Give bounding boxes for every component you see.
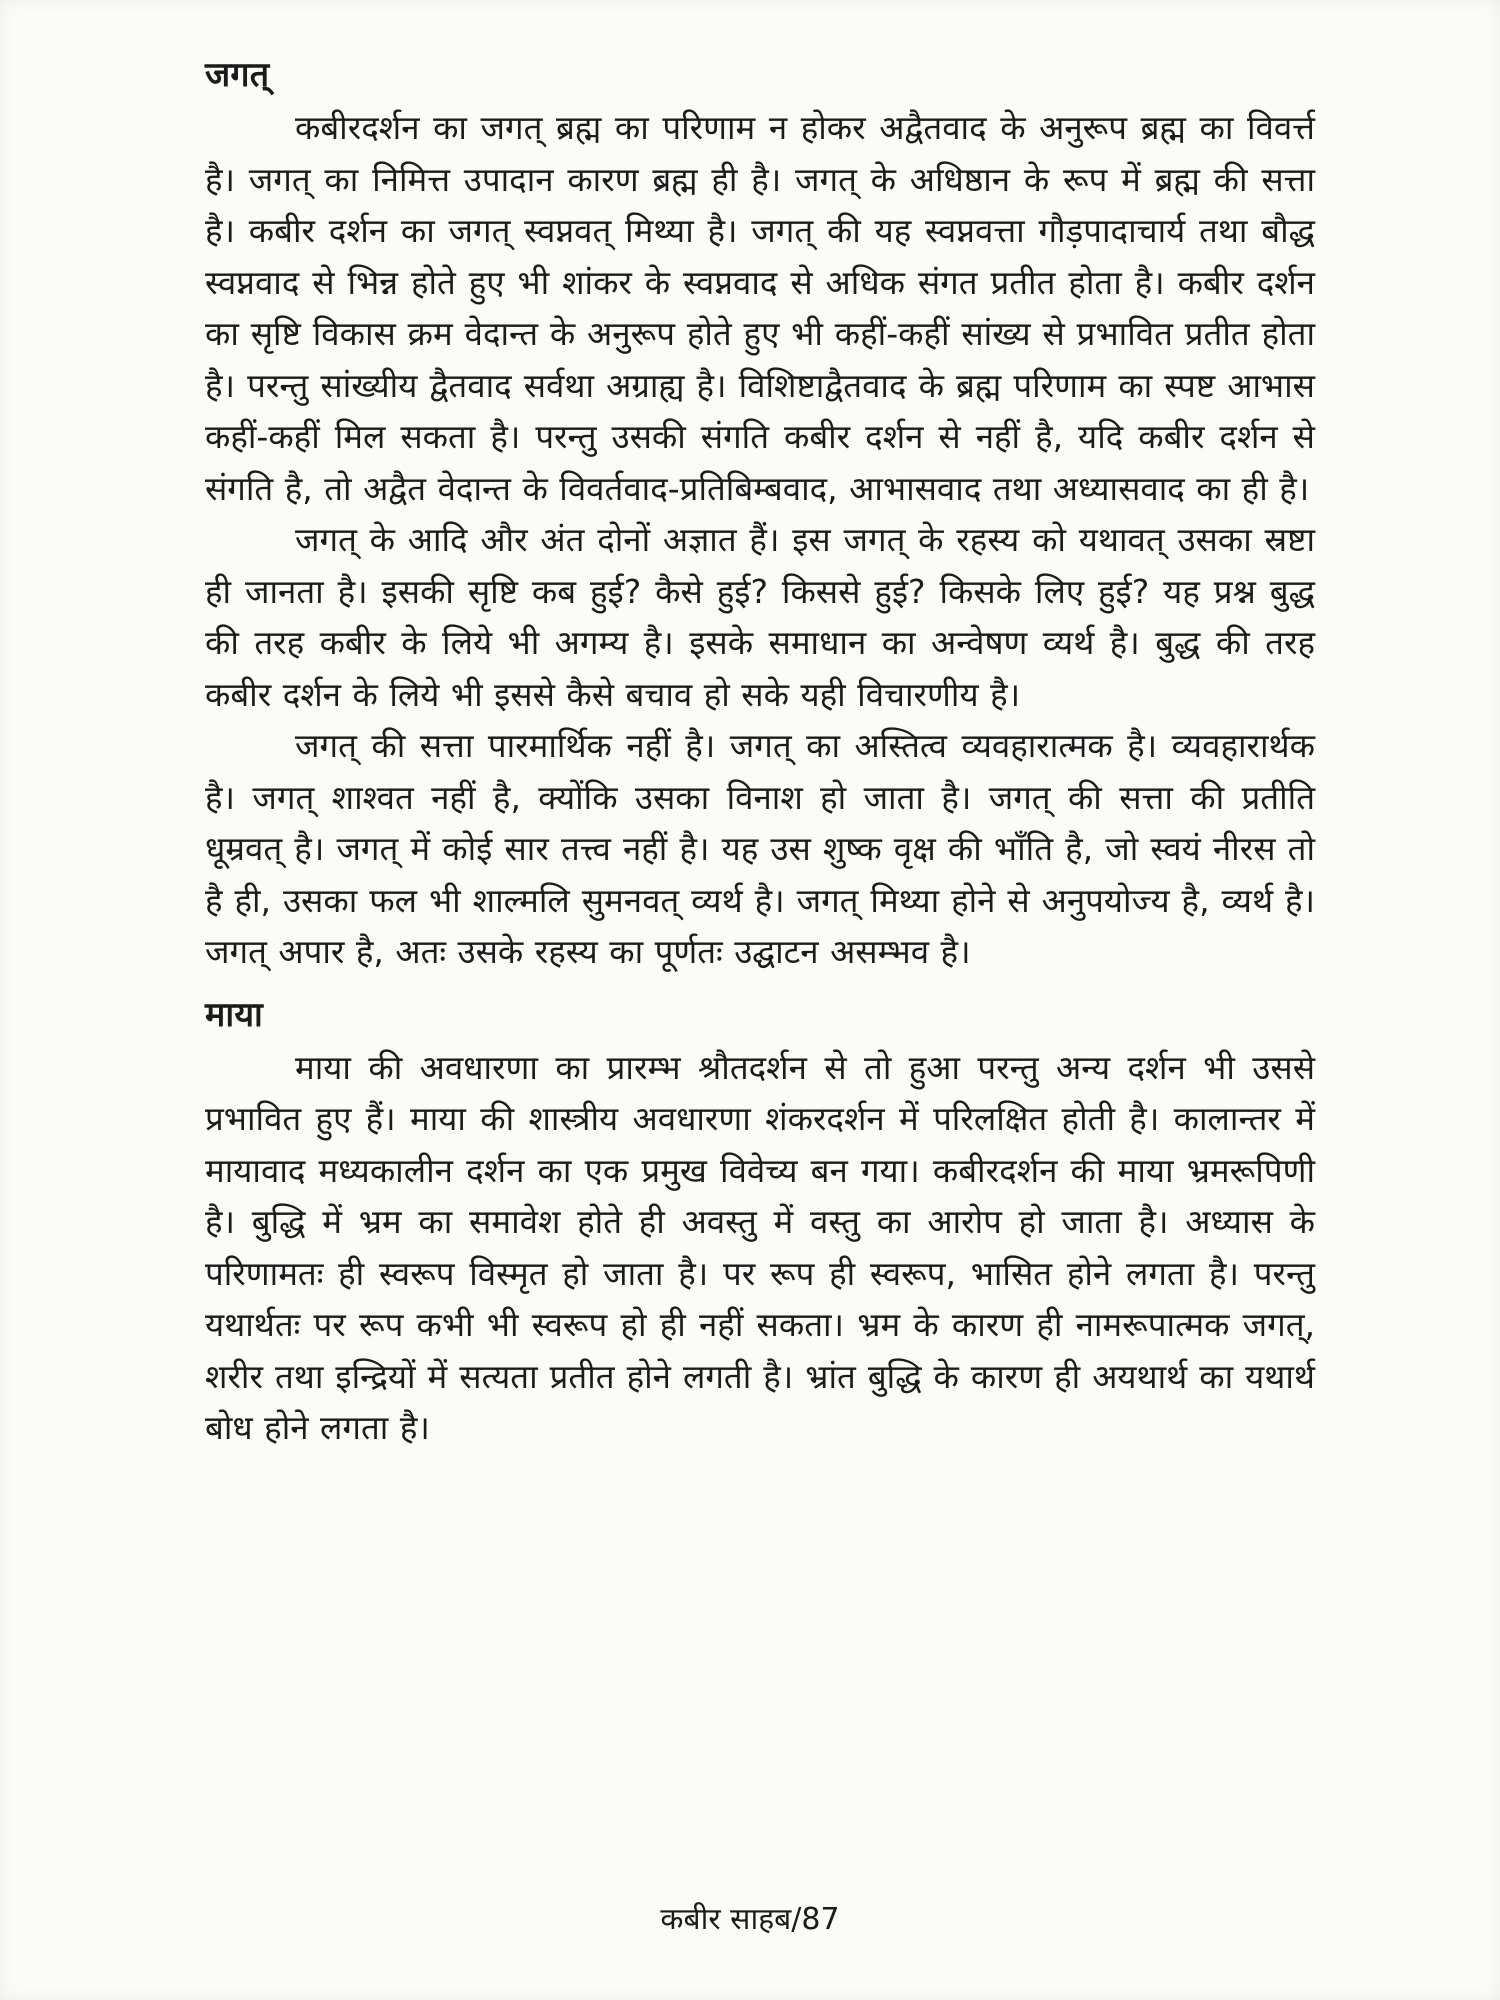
- maya-paragraph-1: माया की अवधारणा का प्रारम्भ श्रौतदर्शन से तो हुआ परन्तु अन्य दर्शन भी उससे प्रभावित हुए हैं। माया की शास्त्रीय अवधारणा शंकरदर्शन में परिलक्षित होती है। कालान्तर में मायावाद मध्यकालीन दर्शन का एक प्रमुख विवेच्य बन गया। कबीरदर्शन की माया भ्रमरूपिणी है। बुद्धि में भ्रम का समावेश होते ही अवस्तु में वस्तु का आरोप हो जाता है। अध्यास के परिणामतः ही स्वरूप विस्मृत हो जाता है। पर रूप ही स्वरूप, भासित होने लगता है। परन्तु यथार्थतः पर रूप कभी भी स्वरूप हो ही नहीं सकता। भ्रम के कारण ही नामरूपात्मक जगत्, शरीर तथा इन्द्रियों में सत्यता प्रतीत होने लगती है। भ्रांत बुद्धि के कारण ही अयथार्थ का यथार्थ बोध होने लगता है।: [205, 1047, 1315, 1447]
- page-footer: कबीर साहब/87: [660, 1902, 840, 1937]
- page-content: [205, 52, 1315, 1454]
- jagat-paragraph-2: जगत् के आदि और अंत दोनों अज्ञात हैं। इस जगत् के रहस्य को यथावत् उसका स्रष्टा ही जानता है। इसकी सृष्टि कब हुई? कैसे हुई? किससे हुई? किसके लिए हुई? यह प्रश्न बुद्ध की तरह कबीर के लिये भी अगम्य है। इसके समाधान का अन्वेषण व्यर्थ है। बुद्ध की तरह कबीर दर्शन के लिये भी इससे कैसे बचाव हो सके यही विचारणीय है।: [205, 520, 1315, 714]
- section-heading-maya: माया: [205, 994, 264, 1035]
- jagat-paragraph-3: जगत् की सत्ता पारमार्थिक नहीं है। जगत् का अस्तित्व व्यवहारात्मक है। व्यवहारार्थक है। जगत् शाश्वत नहीं है, क्योंकि उसका विनाश हो जाता है। जगत् की सत्ता की प्रतीति धूम्रवत् है। जगत् में कोई सार तत्त्व नहीं है। यह उस शुष्क वृक्ष की भाँति है, जो स्वयं नीरस तो है ही, उसका फल भी शाल्मलि सुमनवत् व्यर्थ है। जगत् मिथ्या होने से अनुपयोज्य है, व्यर्थ है। जगत् अपार है, अतः उसके रहस्य का पूर्णतः उद्घाटन असम्भव है।: [205, 726, 1315, 971]
- section-heading-jagat: जगत्: [205, 55, 270, 95]
- jagat-paragraph-1: कबीरदर्शन का जगत् ब्रह्म का परिणाम न होकर अद्वैतवाद के अनुरूप ब्रह्म का विवर्त्त है। जगत् का निमित्त उपादान कारण ब्रह्म ही है। जगत् के अधिष्ठान के रूप में ब्रह्म की सत्ता है। कबीर दर्शन का जगत् स्वप्नवत् मिथ्या है। जगत् की यह स्वप्नवत्ता गौड़पादाचार्य तथा बौद्ध स्वप्नवाद से भिन्न होते हुए भी शांकर के स्वप्नवाद से अधिक संगत प्रतीत होता है। कबीर दर्शन का सृष्टि विकास क्रम वेदान्त के अनुरूप होते हुए भी कहीं-कहीं सांख्य से प्रभावित प्रतीत होता है। परन्तु सांख्यीय द्वैतवाद सर्वथा अग्राह्य है। विशिष्टाद्वैतवाद के ब्रह्म परिणाम का स्पष्ट आभास कहीं-कहीं मिल सकता है। परन्तु उसकी संगति कबीर दर्शन से नहीं है, यदि कबीर दर्शन से संगति है, तो अद्वैत वेदान्त के विवर्तवाद-प्रतिबिम्बवाद, आभासवाद तथा अध्यासवाद का ही है।: [205, 108, 1315, 508]
